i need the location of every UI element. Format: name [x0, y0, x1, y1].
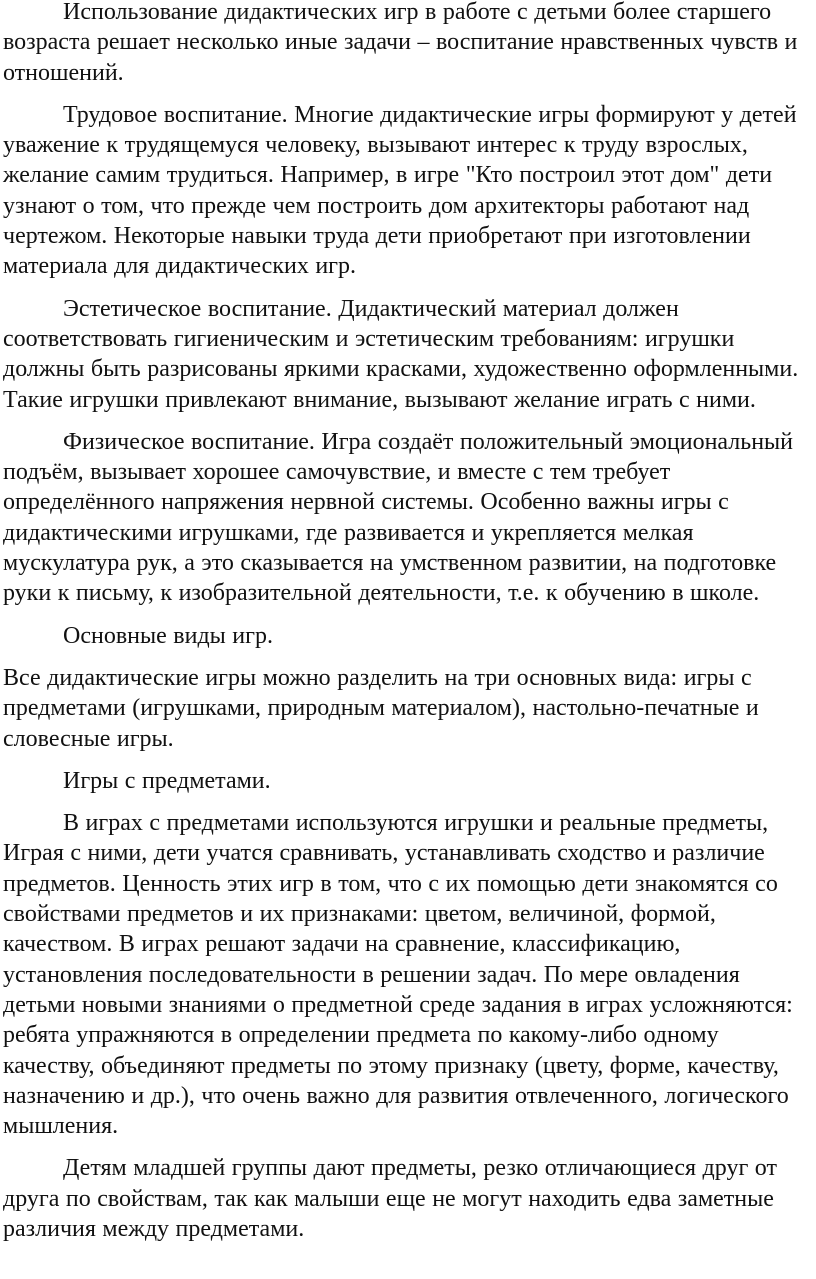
heading-main-game-types: Основные виды игр.	[63, 622, 273, 649]
paragraph-object-games: В играх с предметами используются игрушки и реальные предметы, Играя с ними, дети учатся сравнивать, устанавливать сходство и различие предметов. Ценность этих игр в том, что с их помощью дети знакомятся со свойствами предметов и их признаками: цветом, величиной, формой, качеством. В играх решают задачи на сравнение, классификацию, установления последовательности в решении задач. По мере овладения детьми новыми знаниями о предметной среде задания в играх усложняются: ребята упражняются в определении предмета по какому-либо одному качеству, объединяют предметы по этому признаку (цвету, форме, качеству, назначению и др.), что очень важно для развития отвлеченного, логического мышления.	[3, 810, 793, 1140]
paragraph-younger-group: Детям младшей группы дают предметы, резко отличающиеся друг от друга по свойствам, так как малыши еще не могут находить едва заметные различия между предметами.	[3, 1155, 777, 1242]
paragraph-labor-education: Трудовое воспитание. Многие дидактические игры формируют у детей уважение к трудящемуся человеку, вызывают интерес к труду взрослых, желание самим трудиться. Например, в игре "Кто построил этот дом" дети узнают о том, что прежде чем построить дом архитекторы работают над чертежом. Некоторые навыки труда дети приобретают при изготовлении материала для дидактических игр.	[3, 101, 797, 280]
paragraph-three-game-types: Все дидактические игры можно разделить на три основных вида: игры с предметами (игрушками, природным материалом), настольно-печатные и словесные игры.	[3, 664, 759, 752]
paragraph-moral-education: Использование дидактических игр в работе с детьми более старшего возраста решает несколько иные задачи – воспитание нравственных чувств и отношений.	[3, 0, 798, 86]
heading-object-games: Игры с предметами.	[63, 767, 271, 794]
paragraph-aesthetic-education: Эстетическое воспитание. Дидактический материал должен соответствовать гигиеническим и эстетическим требованиям: игрушки должны быть разрисованы яркими красками, художественно оформленными. Такие игрушки привлекают внимание, вызывают желание играть с ними.	[3, 295, 799, 413]
paragraph-physical-education: Физическое воспитание. Игра создаёт положительный эмоциональный подъём, вызывает хорошее самочувствие, и вместе с тем требует определённого напряжения нервной системы. Особенно важны игры с дидактическими игрушками, где развивается и укрепляется мелкая мускулатура рук, а это сказывается на умственном развитии, на подготовке руки к письму, к изобразительной деятельности, т.е. к обучению в школе.	[3, 428, 794, 607]
